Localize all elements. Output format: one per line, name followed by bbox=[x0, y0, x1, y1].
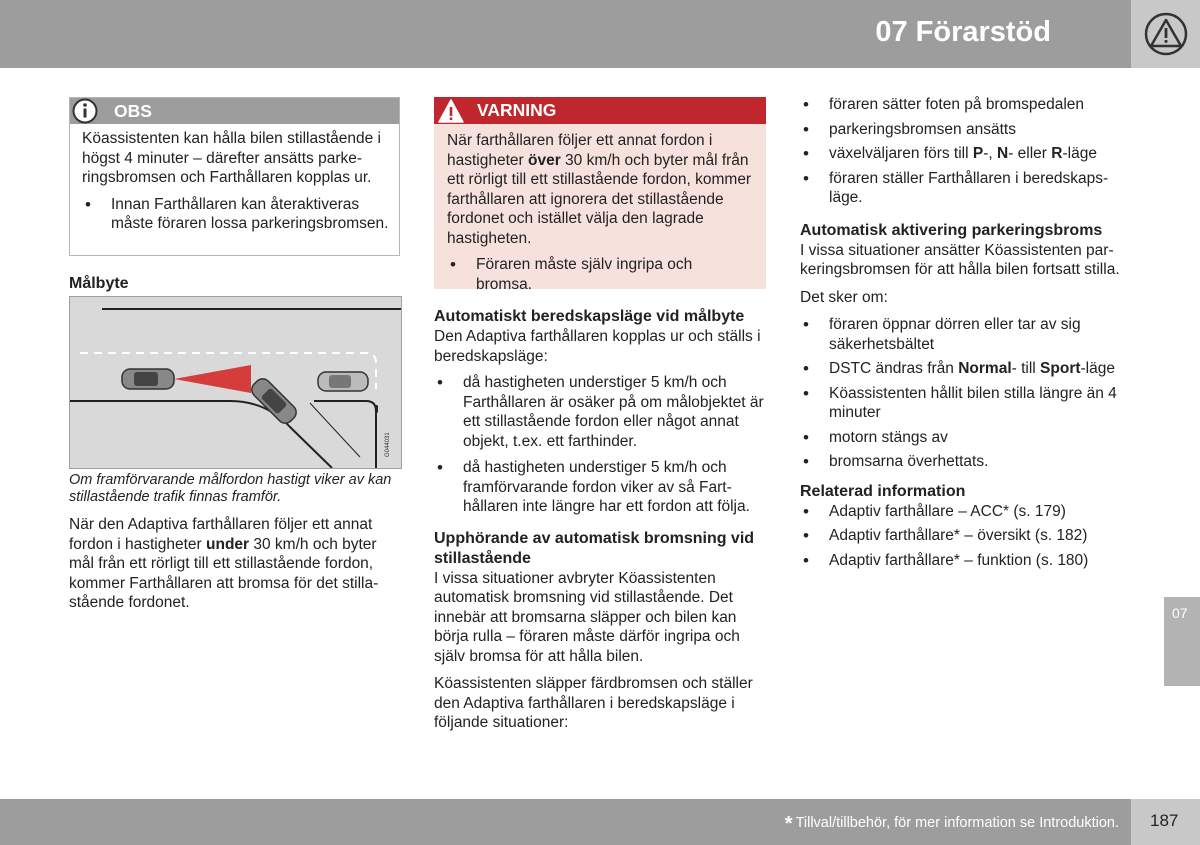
obs-text: Köassistenten kan hålla bilen stillastående i högst 4 minuter – därefter ansätts parkeringsbromsen och Farthållaren kopplas ur. bbox=[82, 130, 381, 186]
list-item: • motorn stängs av bbox=[800, 428, 1130, 448]
warning-text-bold: över bbox=[528, 151, 561, 169]
obs-header bbox=[70, 98, 399, 124]
obs-title: OBS bbox=[114, 101, 152, 121]
gear-n: N bbox=[996, 145, 1009, 162]
malbyte-heading: Målbyte bbox=[69, 275, 129, 292]
list-item: • Köassistenten hållit bilen stilla längre än 4 minuter bbox=[800, 384, 1130, 423]
info-icon bbox=[72, 98, 98, 124]
col1-paragraph-text: 30 km/h och byter mål från ett rörligt till ett stillastående fordon, kommer Farthållaren att bromsa för det stillastående fordonet. bbox=[69, 535, 379, 611]
road-illustration bbox=[70, 297, 401, 468]
obs-bullet: • Innan Farthållaren kan återaktiveras måste föraren lossa parkeringsbromsen. bbox=[82, 195, 389, 234]
standby-bullet: • då hastigheten understiger 5 km/h och framförvarande fordon viker av så Farthållaren inte längre har ett fordon att följa. bbox=[434, 458, 766, 517]
footnote-star: * bbox=[784, 813, 793, 835]
warning-text-part: 30 km/h och byter mål från ett rörligt till ett stillastående fordon, kommer farthållaren att ignorera det stillastående fordonet och istället välja den lagrade hastigheten. bbox=[447, 151, 752, 247]
col1-paragraph-text: När den Adaptiva farthållaren följer ett annat fordon i hastigheter bbox=[69, 516, 373, 553]
occurs-if-paragraph: Det sker om: bbox=[800, 288, 888, 306]
list-item: • parkeringsbromsen ansätts bbox=[800, 120, 1130, 140]
gear-p: P bbox=[972, 145, 984, 162]
warning-title: VARNING bbox=[477, 100, 557, 120]
page-number: 187 bbox=[1150, 811, 1179, 830]
list-item: • föraren ställer Farthållaren i beredskapsläge. bbox=[800, 169, 1130, 208]
standby-bullet: • då hastigheten understiger 5 km/h och Farthållaren är osäker på om målobjektet är ett stillastående fordon eller något annat objekt, t.ex. ett farthinder. bbox=[434, 373, 766, 451]
turning-car-icon bbox=[249, 376, 300, 427]
warning-text bbox=[447, 131, 752, 248]
figure-id: G044031 bbox=[385, 432, 391, 457]
header-bar bbox=[0, 0, 1131, 68]
stop-braking-heading: Upphörande av automatisk bromsning vid stillastående bbox=[434, 529, 755, 567]
related-link[interactable]: • Adaptiv farthållare* – översikt (s. 182) bbox=[800, 526, 1130, 546]
list-item-text: -läge bbox=[1062, 145, 1097, 162]
footnote-text: Tillval/tillbehör, för mer information se Introduktion. bbox=[795, 815, 1119, 831]
target-change-figure bbox=[69, 296, 402, 469]
list-item-text: -, bbox=[983, 145, 997, 162]
list-item-text: - eller bbox=[1008, 145, 1052, 162]
footnote bbox=[785, 814, 1119, 835]
warning-triangle-icon bbox=[1144, 12, 1188, 56]
col1-paragraph-bold: under bbox=[206, 535, 250, 553]
parking-brake-paragraph: I vissa situationer ansätter Köassistenten parkeringsbromsen för att hålla bilen fortsatt stilla. bbox=[800, 241, 1120, 278]
list-item bbox=[800, 144, 1130, 164]
related-link[interactable]: • Adaptiv farthållare – ACC* (s. 179) bbox=[800, 502, 1130, 522]
list-item-text: - till bbox=[1011, 360, 1041, 377]
list-item: • föraren sätter foten på bromspedalen bbox=[800, 95, 1130, 115]
list-item-text: DSTC ändras från bbox=[829, 360, 959, 377]
list-item: • bromsarna överhettats. bbox=[800, 452, 1130, 472]
standby-heading: Automatiskt beredskapsläge vid målbyte bbox=[434, 308, 745, 325]
warning-note bbox=[434, 97, 766, 293]
standby-paragraph: Den Adaptiva farthållaren kopplas ur och ställs i beredskapsläge: bbox=[434, 328, 761, 365]
stationary-car-icon bbox=[318, 372, 368, 391]
figure-caption: Om framförvarande målfordon hastigt viker av kan stillastående trafik finnas framför. bbox=[69, 472, 392, 505]
stop-braking-paragraph: I vissa situationer avbryter Köassistenten automatisk bromsning vid stillastående. Det innebär att bromsarna släpper och bilen kan börja rulla – föraren måste därför ingripa och själv bromsa för att hålla bilen. bbox=[434, 569, 740, 665]
col1-paragraph bbox=[69, 515, 400, 613]
mode-sport: Sport bbox=[1040, 360, 1081, 377]
footer-bar bbox=[0, 799, 1131, 845]
chapter-side-tab[interactable] bbox=[1164, 597, 1200, 686]
chapter-title: 07 Förarstöd bbox=[875, 16, 1051, 48]
list-item-text: växelväljaren förs till bbox=[829, 145, 973, 162]
chapter-side-tab-label: 07 bbox=[1172, 605, 1188, 621]
mode-normal: Normal bbox=[958, 360, 1012, 377]
header-warning-box bbox=[1131, 0, 1200, 68]
parking-brake-heading: Automatisk aktivering parkeringsbroms bbox=[800, 221, 1103, 239]
related-link[interactable]: • Adaptiv farthållare* – funktion (s. 180) bbox=[800, 551, 1130, 571]
warning-bullet: • Föraren måste själv ingripa och bromsa. bbox=[447, 255, 752, 294]
warning-icon bbox=[437, 98, 465, 124]
list-item-text: -läge bbox=[1080, 360, 1115, 377]
obs-note bbox=[69, 97, 400, 256]
warning-text-part: När farthållaren följer ett annat fordon i hastigheter bbox=[447, 132, 713, 169]
list-item bbox=[800, 359, 1130, 379]
gear-r: R bbox=[1051, 145, 1063, 162]
warning-header bbox=[434, 97, 766, 124]
related-info-heading: Relaterad information bbox=[800, 482, 966, 500]
page-number-box bbox=[1131, 799, 1200, 845]
release-paragraph: Köassistenten släpper färdbromsen och ställer den Adaptiva farthållaren i beredskapsläge i följande situationer: bbox=[434, 675, 753, 731]
list-item: • föraren öppnar dörren eller tar av sig säkerhetsbältet bbox=[800, 315, 1130, 354]
own-car-icon bbox=[122, 369, 174, 389]
